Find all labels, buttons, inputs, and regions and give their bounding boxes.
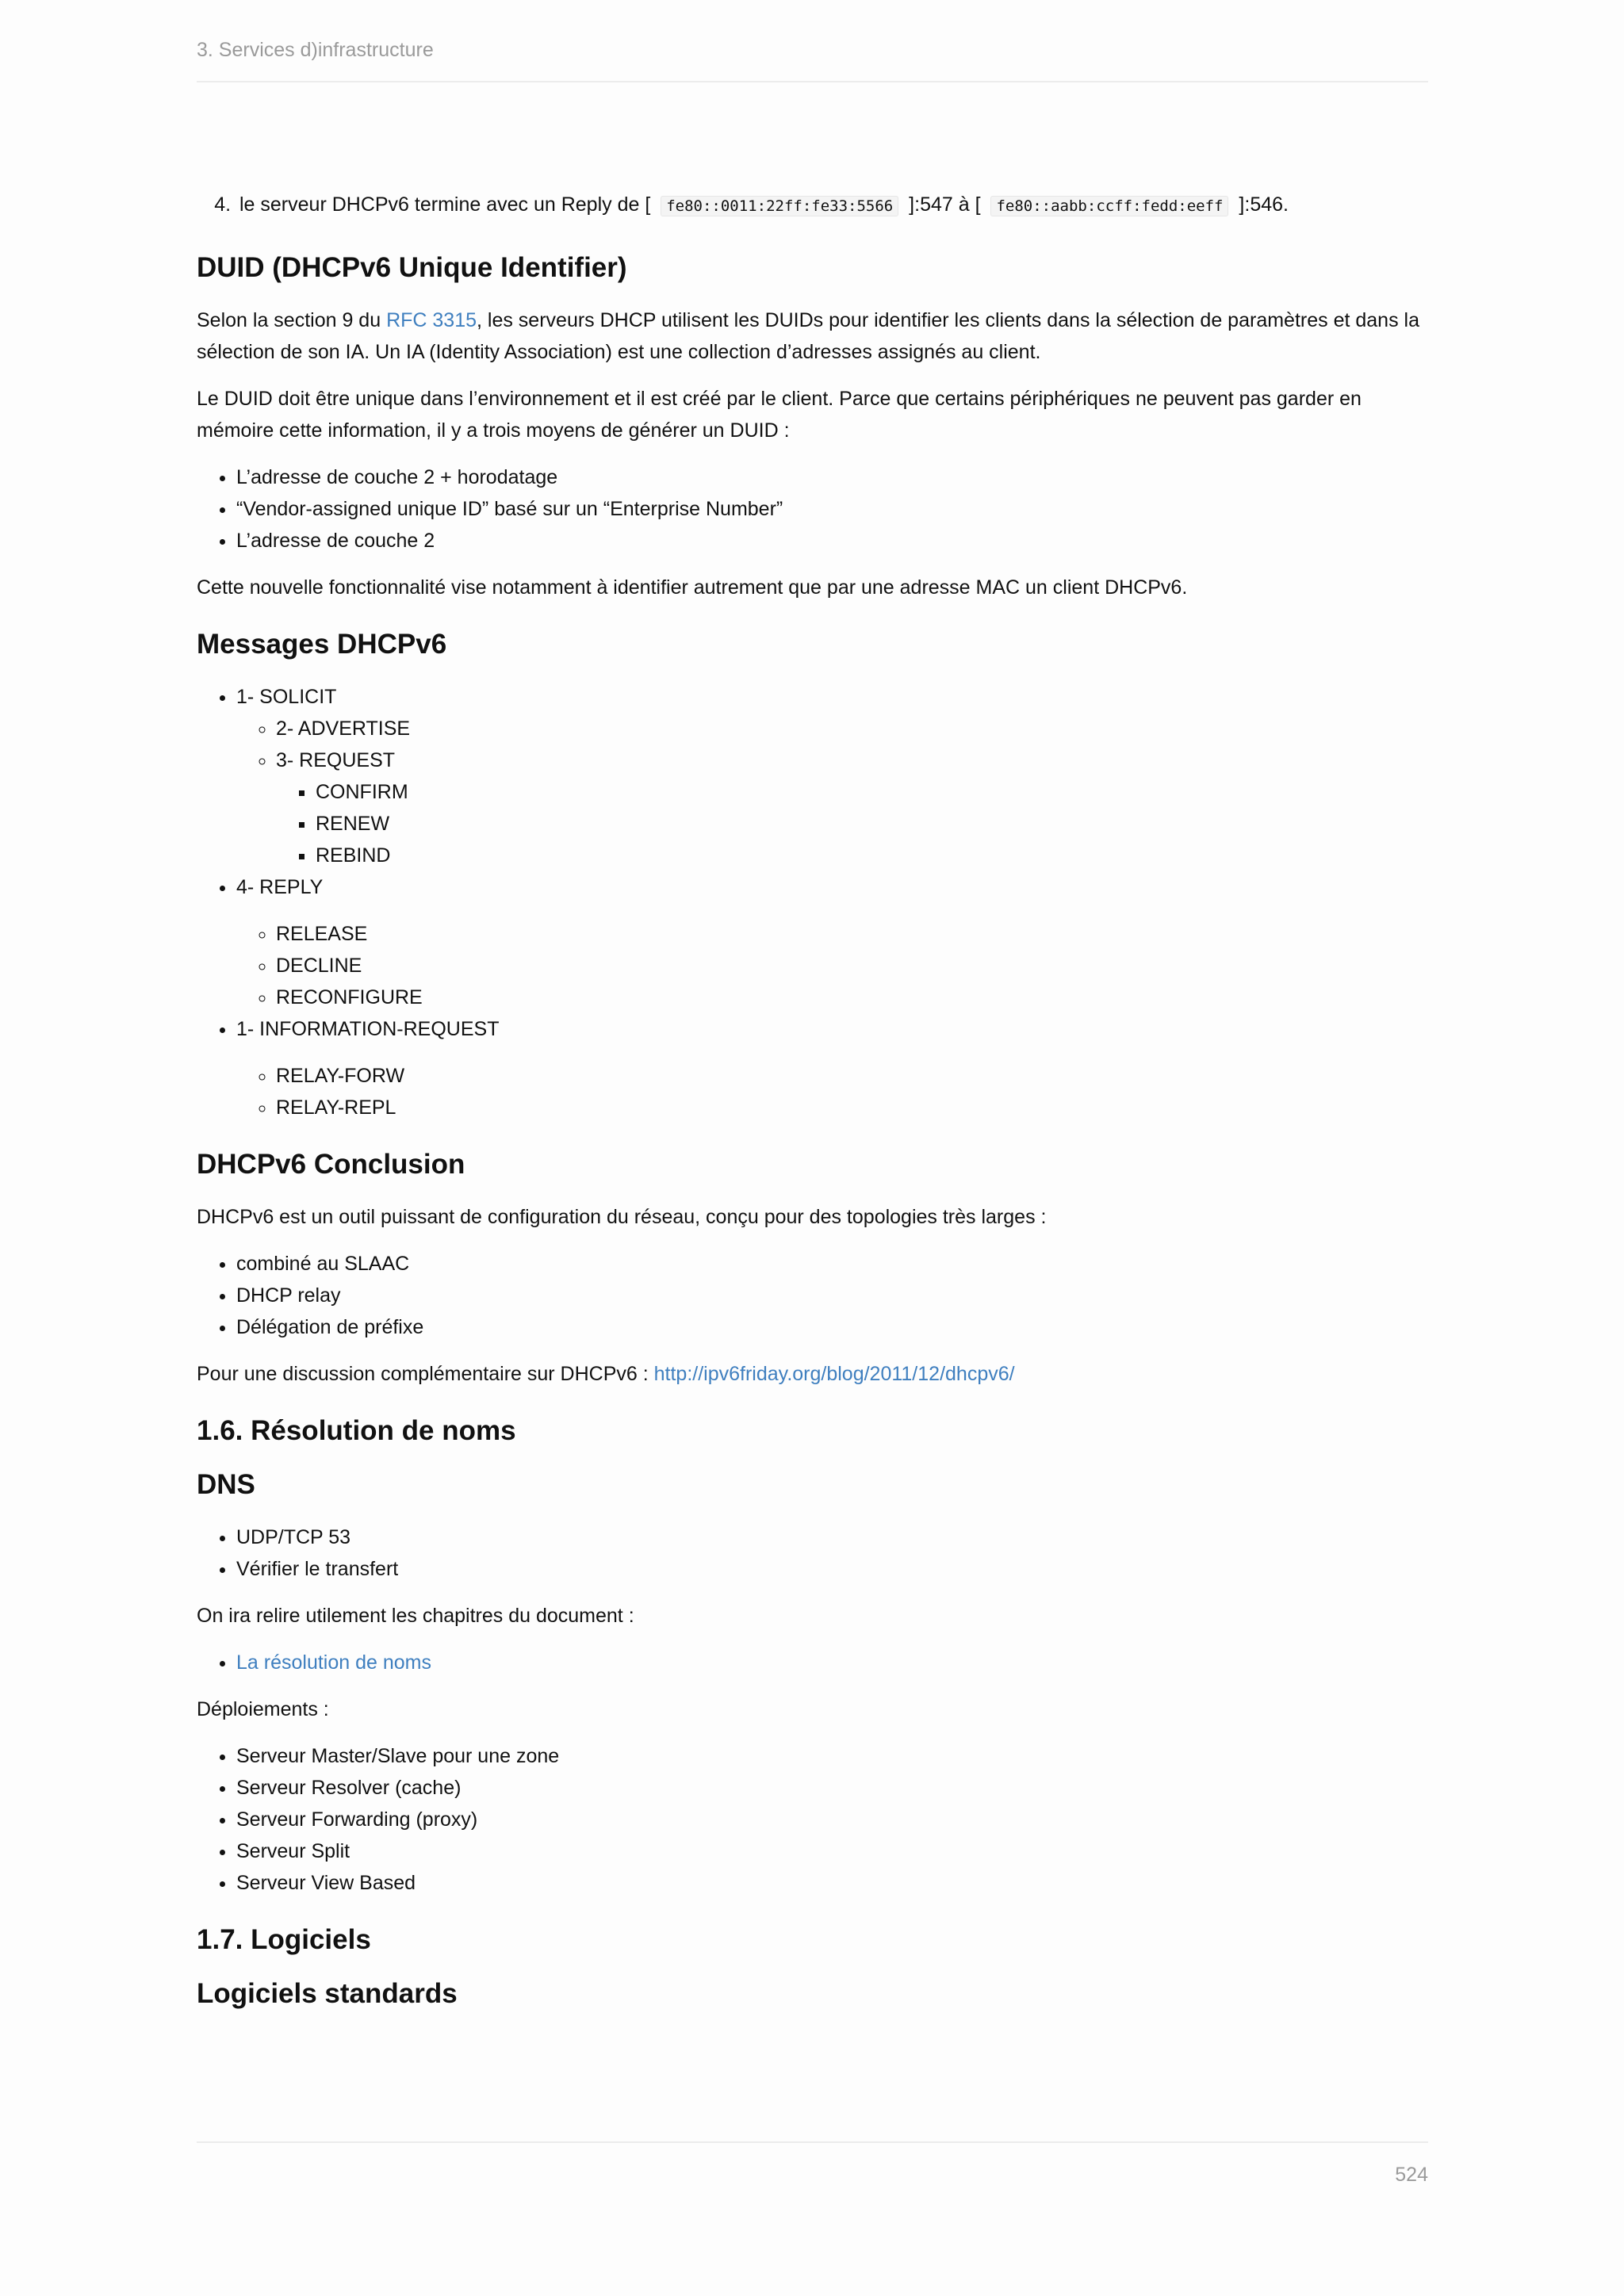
name-resolution-link[interactable]: La résolution de noms: [236, 1651, 431, 1674]
list-item: • Serveur Forwarding (proxy): [236, 1804, 1428, 1835]
list-item: • UDP/TCP 53: [236, 1521, 1428, 1553]
step-list: [197, 189, 1428, 222]
running-title: 3. Services d)infrastructure: [197, 39, 434, 61]
list-item: • Délégation de préfixe: [236, 1311, 1428, 1343]
dns-links-list: [197, 1647, 1428, 1678]
heading-standard-software: Logiciels standards: [197, 1978, 458, 2009]
list-item: ◦ RELAY-FORW: [276, 1060, 1428, 1092]
messages-list: [197, 681, 1428, 1123]
list-item: • DHCP relay: [236, 1280, 1428, 1311]
list-item: • 1- INFORMATION-REQUEST ◦ RELAY-FORW ◦ RELAY-REPL: [236, 1013, 1428, 1123]
list-item: ◦ 2- ADVERTISE: [276, 713, 1428, 744]
list-item: ◦ RECONFIGURE: [276, 982, 1428, 1013]
ipv6-address-code: fe80::aabb:ccff:fedd:eeff: [990, 196, 1228, 216]
paragraph: Déploiements :: [197, 1698, 329, 1720]
list-item: ◦ 3- REQUEST ▪ CONFIRM ▪ RENEW ▪ REBIND: [276, 744, 1428, 871]
list-item: • Vérifier le transfert: [236, 1553, 1428, 1585]
list-item: ◦ DECLINE: [276, 950, 1428, 982]
paragraph: On ira relire utilement les chapitres du document :: [197, 1605, 634, 1627]
heading-duid: DUID (DHCPv6 Unique Identifier): [197, 252, 627, 283]
list-item: • 1- SOLICIT ◦ 2- ADVERTISE ◦ 3- REQUEST ▪ CONFIRM ▪ RENEW ▪ REBIND: [236, 681, 1428, 871]
list-item: • Serveur Split: [236, 1835, 1428, 1867]
list-item: • combiné au SLAAC: [236, 1248, 1428, 1280]
heading-dns: DNS: [197, 1469, 255, 1500]
heading-messages: Messages DHCPv6: [197, 629, 447, 660]
conclusion-list: [197, 1248, 1428, 1343]
list-item: • Serveur Resolver (cache): [236, 1772, 1428, 1804]
heading-name-resolution: 1.6. Résolution de noms: [197, 1415, 516, 1446]
paragraph: Selon la section 9 du RFC 3315, les serveurs DHCP utilisent les DUIDs pour identifier les clients dans la sélection de paramètres et dans la sélection de son IA. Un IA (Identity Association) est une collection d’adresses assignés au client.: [197, 309, 1419, 363]
list-item: • 4- REPLY ◦ RELEASE ◦ DECLINE ◦ RECONFIGURE: [236, 871, 1428, 1013]
ipv6friday-link[interactable]: http://ipv6friday.org/blog/2011/12/dhcpv6/: [653, 1363, 1015, 1385]
paragraph: Cette nouvelle fonctionnalité vise notamment à identifier autrement que par une adresse MAC un client DHCPv6.: [197, 576, 1188, 599]
list-item: • L’adresse de couche 2: [236, 525, 1428, 557]
page-header: [197, 35, 1428, 82]
list-item: ◦ RELEASE: [276, 918, 1428, 950]
list-item: ▪ RENEW: [316, 808, 1428, 840]
list-item: ▪ REBIND: [316, 840, 1428, 871]
page-number: 524: [1395, 2164, 1428, 2186]
list-item: • L’adresse de couche 2 + horodatage: [236, 461, 1428, 493]
list-item: • “Vendor-assigned unique ID” basé sur un “Enterprise Number”: [236, 493, 1428, 525]
list-item: [236, 1647, 1428, 1678]
ipv6-address-code: fe80::0011:22ff:fe33:5566: [661, 196, 898, 216]
list-item: • Serveur Master/Slave pour une zone: [236, 1740, 1428, 1772]
document-content: [197, 189, 1428, 2030]
heading-conclusion: DHCPv6 Conclusion: [197, 1149, 465, 1180]
heading-software: 1.7. Logiciels: [197, 1924, 371, 1955]
duid-methods-list: [197, 461, 1428, 557]
dns-list: [197, 1521, 1428, 1585]
paragraph: DHCPv6 est un outil puissant de configuration du réseau, conçu pour des topologies très larges :: [197, 1206, 1047, 1228]
rfc-3315-link[interactable]: RFC 3315: [386, 309, 477, 331]
list-item: ◦ RELAY-REPL: [276, 1092, 1428, 1123]
step-item-4: 4. le serveur DHCPv6 termine avec un Reply de [ fe80::0011:22ff:fe33:5566 ]:547 à [ fe80::aabb:ccff:fedd:eeff ]:546.: [236, 189, 1428, 222]
list-item: • Serveur View Based: [236, 1867, 1428, 1899]
paragraph: Le DUID doit être unique dans l’environnement et il est créé par le client. Parce que certains périphériques ne peuvent pas garder en mémoire cette information, il y a trois moyens de générer un DUID :: [197, 388, 1362, 442]
paragraph: Pour une discussion complémentaire sur DHCPv6 : http://ipv6friday.org/blog/2011/12/dhcpv6/: [197, 1363, 1015, 1385]
deployments-list: [197, 1740, 1428, 1899]
list-item: ▪ CONFIRM: [316, 776, 1428, 808]
page-footer: [197, 2141, 1428, 2191]
